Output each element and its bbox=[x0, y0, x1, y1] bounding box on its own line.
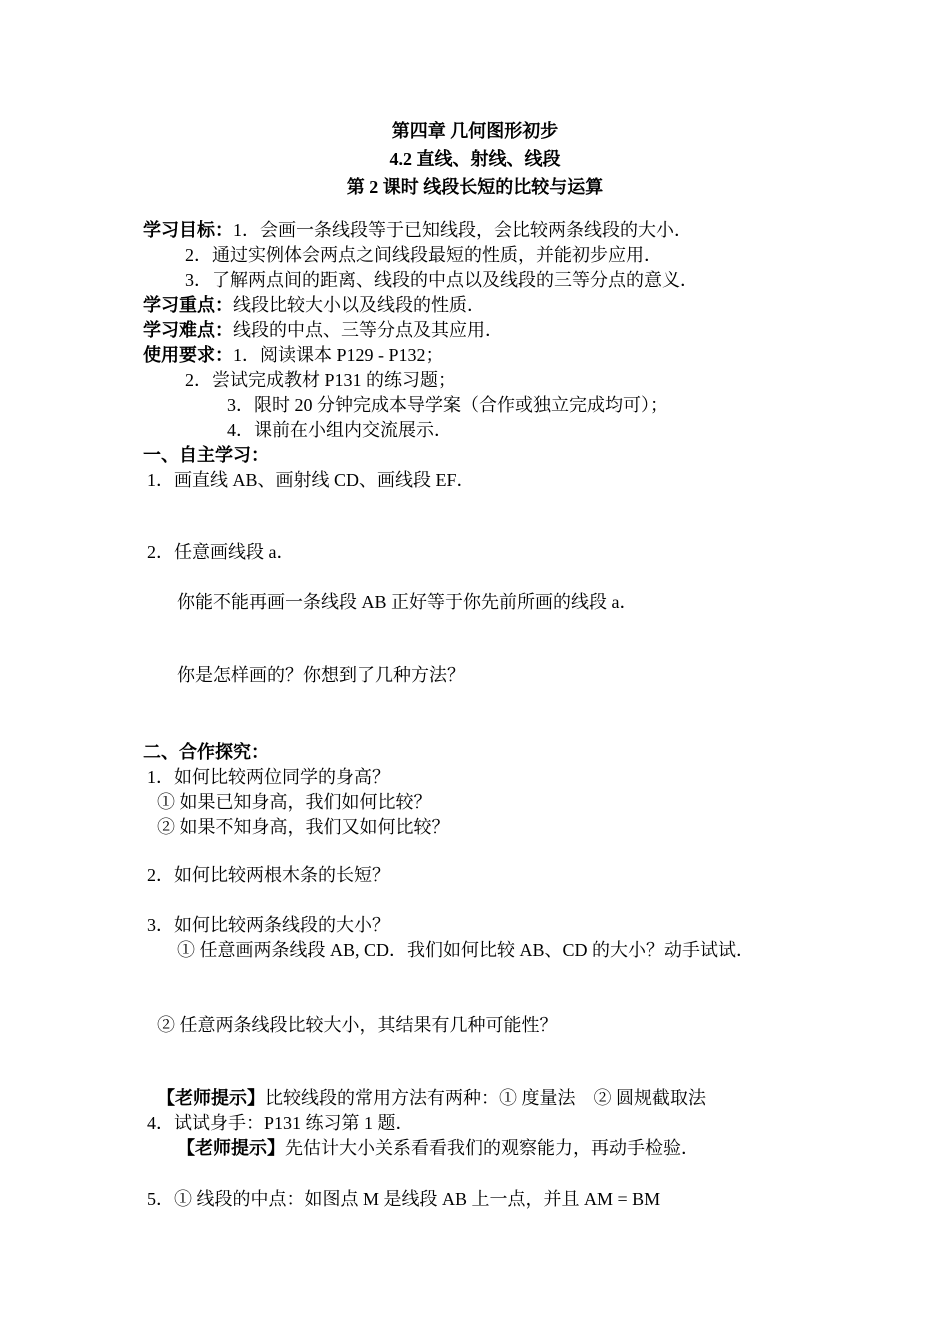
goal-line-1 bbox=[0, 218, 950, 243]
section1-item-1: 1．画直线 AB、画射线 CD、画线段 EF． bbox=[147, 470, 475, 490]
teacher-tip-1-label: 【老师提示】 bbox=[157, 1088, 265, 1108]
section2-item-4: 4．试试身手：P131 练习第 1 题． bbox=[147, 1113, 414, 1133]
section2-item-3: 3．如何比较两条线段的大小？ bbox=[147, 915, 390, 935]
usage-line-3: 3．限时 20 分钟完成本导学案（合作或独立完成均可）； bbox=[227, 395, 668, 415]
goal-label: 学习目标： bbox=[143, 220, 233, 240]
usage-line-1 bbox=[0, 343, 950, 368]
section2-item-3-sub-2: ② 任意两条线段比较大小，其结果有几种可能性？ bbox=[157, 1015, 558, 1035]
section1-item-2: 2．任意画线段 a． bbox=[147, 542, 295, 562]
teacher-tip-2-label: 【老师提示】 bbox=[177, 1138, 285, 1158]
lesson-title: 第 2 课时 线段长短的比较与运算 bbox=[346, 177, 604, 197]
difficulty-text: 线段的中点、三等分点及其应用． bbox=[233, 320, 503, 340]
section2-item-3-sub-1: ① 任意画两条线段 AB, CD．我们如何比较 AB、CD 的大小？动手试试． bbox=[177, 940, 755, 960]
key-point-line bbox=[0, 293, 950, 318]
teacher-tip-1 bbox=[0, 1086, 950, 1111]
section-title: 4.2 直线、射线、线段 bbox=[389, 149, 561, 169]
goal-item-1: 1．会画一条线段等于已知线段，会比较两条线段的大小． bbox=[233, 220, 692, 240]
teacher-tip-2-text: 先估计大小关系看看我们的观察能力，再动手检验． bbox=[285, 1138, 699, 1158]
section2-item-1: 1．如何比较两位同学的身高？ bbox=[147, 767, 390, 787]
goal-line-3: 3．了解两点间的距离、线段的中点以及线段的三等分点的意义． bbox=[185, 270, 698, 290]
section1-heading: 一、自主学习： bbox=[143, 445, 269, 465]
section2-item-2: 2．如何比较两根木条的长短？ bbox=[147, 865, 390, 885]
usage-line-2: 2．尝试完成教材 P131 的练习题； bbox=[185, 370, 457, 390]
section1-prompt-1: 你能不能再画一条线段 AB 正好等于你先前所画的线段 a． bbox=[177, 592, 638, 612]
section2-item-1-sub-1: ① 如果已知身高，我们如何比较？ bbox=[157, 792, 432, 812]
section2-item-1-sub-2: ② 如果不知身高，我们又如何比较？ bbox=[157, 817, 450, 837]
section2-item-5: 5．① 线段的中点：如图点 M 是线段 AB 上一点，并且 AM = BM bbox=[147, 1189, 661, 1209]
section1-prompt-2: 你是怎样画的？你想到了几种方法？ bbox=[177, 665, 465, 685]
teacher-tip-1-text: 比较线段的常用方法有两种：① 度量法 ② 圆规截取法 bbox=[265, 1088, 706, 1108]
goal-line-2: 2．通过实例体会两点之间线段最短的性质，并能初步应用． bbox=[185, 245, 662, 265]
teacher-tip-2 bbox=[0, 1136, 950, 1161]
usage-line-4: 4．课前在小组内交流展示． bbox=[227, 420, 452, 440]
section2-heading: 二、合作探究： bbox=[143, 742, 269, 762]
key-point-label: 学习重点： bbox=[143, 295, 233, 315]
difficulty-line bbox=[0, 318, 950, 343]
difficulty-label: 学习难点： bbox=[143, 320, 233, 340]
key-point-text: 线段比较大小以及线段的性质． bbox=[233, 295, 485, 315]
usage-item-1: 1．阅读课本 P129 - P132； bbox=[233, 345, 444, 365]
chapter-title: 第四章 几何图形初步 bbox=[391, 121, 559, 141]
usage-label: 使用要求： bbox=[143, 345, 233, 365]
